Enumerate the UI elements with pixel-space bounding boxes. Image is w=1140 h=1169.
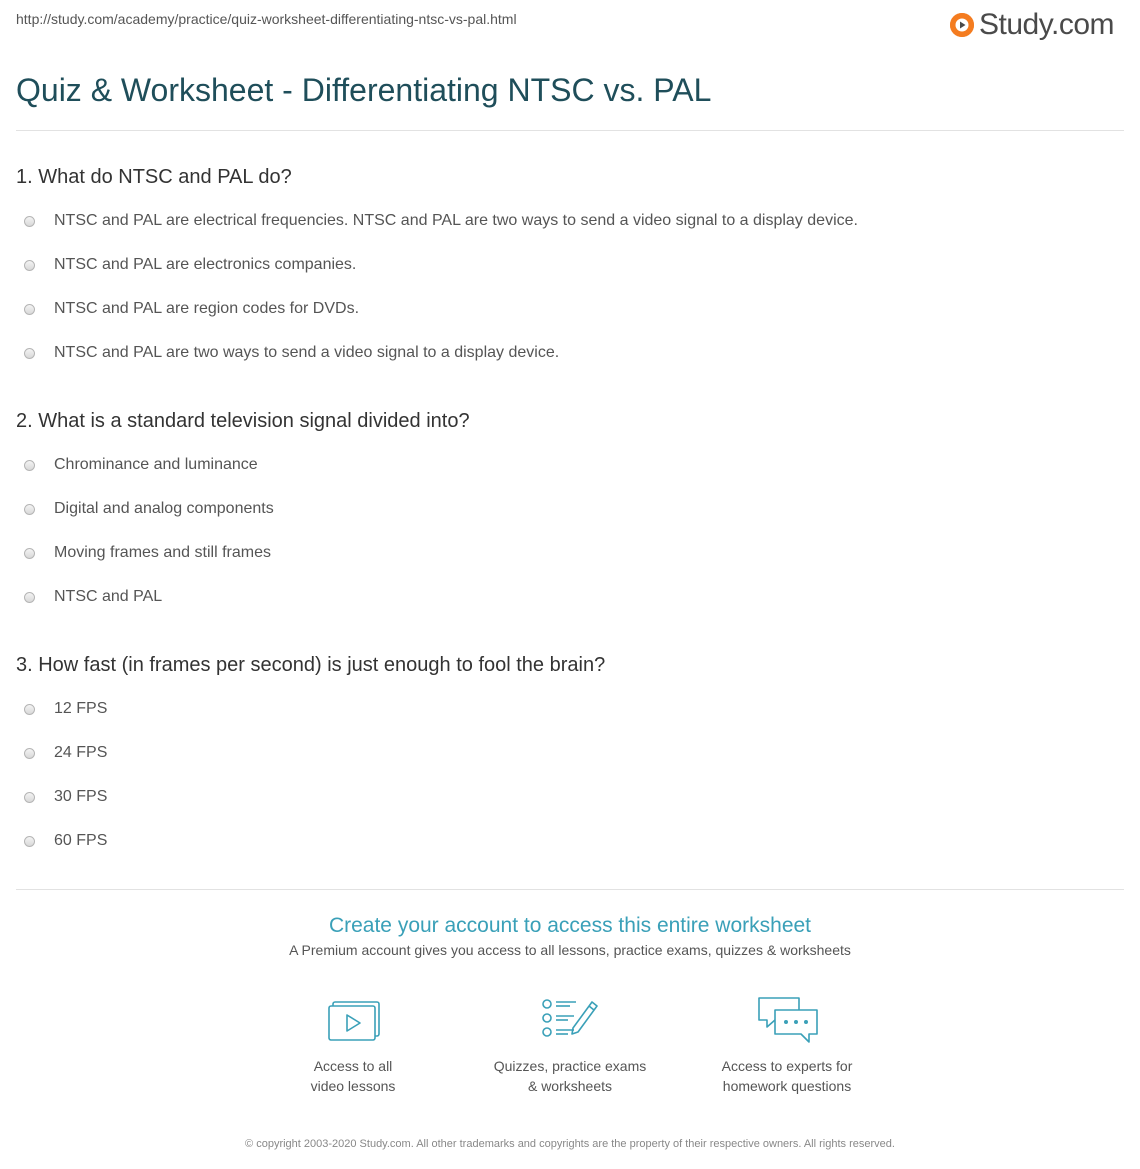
radio-button[interactable]: [24, 348, 35, 359]
page-url: http://study.com/academy/practice/quiz-worksheet-differentiating-ntsc-vs-pal.html: [16, 11, 517, 27]
question-text: 1. What do NTSC and PAL do?: [16, 166, 292, 188]
play-logo-icon: [950, 13, 974, 37]
radio-button[interactable]: [24, 792, 35, 803]
radio-button[interactable]: [24, 216, 35, 227]
feature-quizzes: [462, 994, 679, 1096]
answer-label: 60 FPS: [54, 832, 108, 849]
feature-video-lessons: [245, 994, 462, 1096]
question-text: 2. What is a standard television signal divided into?: [16, 410, 470, 432]
answer-option[interactable]: [16, 487, 1124, 531]
study-logo[interactable]: [950, 8, 1114, 42]
answer-option[interactable]: [16, 775, 1124, 819]
quiz-checklist-icon: [538, 994, 602, 1046]
answer-label: NTSC and PAL are electrical frequencies. NTSC and PAL are two ways to send a video signal to a display device.: [54, 212, 858, 229]
answer-option[interactable]: [16, 575, 1124, 619]
radio-button[interactable]: [24, 836, 35, 847]
feature-label: Access to all video lessons: [310, 1058, 396, 1094]
feature-experts: [679, 994, 896, 1096]
answer-options: [16, 443, 1124, 619]
answer-label: Moving frames and still frames: [54, 544, 271, 561]
radio-button[interactable]: [24, 548, 35, 559]
answer-option[interactable]: [16, 531, 1124, 575]
radio-button[interactable]: [24, 304, 35, 315]
answer-label: 12 FPS: [54, 700, 108, 717]
feature-label: Access to experts for homework questions: [721, 1058, 853, 1094]
copyright-footer: © copyright 2003-2020 Study.com. All other trademarks and copyrights are the property of their respective owners. All rights reserved.: [245, 1138, 895, 1150]
answer-label: NTSC and PAL are region codes for DVDs.: [54, 300, 360, 317]
page-title: Quiz & Worksheet - Differentiating NTSC vs. PAL: [16, 72, 712, 108]
question-2: [16, 375, 1124, 619]
answer-option[interactable]: [16, 331, 1124, 375]
page-header: [0, 0, 1140, 44]
quiz-questions: [16, 131, 1124, 863]
cta-subtitle: A Premium account gives you access to all lessons, practice exams, quizzes & worksheets: [289, 942, 851, 958]
answer-label: Digital and analog components: [54, 500, 274, 517]
question-text: 3. How fast (in frames per second) is just enough to fool the brain?: [16, 654, 606, 676]
feature-label: Quizzes, practice exams & worksheets: [493, 1058, 647, 1094]
answer-options: [16, 687, 1124, 863]
radio-button[interactable]: [24, 460, 35, 471]
answer-label: 30 FPS: [54, 788, 108, 805]
answer-option[interactable]: [16, 243, 1124, 287]
answer-label: NTSC and PAL are two ways to send a video signal to a display device.: [54, 344, 560, 361]
radio-button[interactable]: [24, 504, 35, 515]
radio-button[interactable]: [24, 592, 35, 603]
video-lessons-icon: [321, 994, 385, 1046]
answer-option[interactable]: [16, 731, 1124, 775]
question-3: [16, 619, 1124, 863]
question-1: [16, 131, 1124, 375]
answer-option[interactable]: [16, 687, 1124, 731]
answer-options: [16, 199, 1124, 375]
feature-list: [0, 994, 1140, 1096]
radio-button[interactable]: [24, 704, 35, 715]
signup-cta: [0, 890, 1140, 1096]
cta-title-link[interactable]: Create your account to access this entire worksheet: [328, 914, 812, 937]
radio-button[interactable]: [24, 260, 35, 271]
answer-label: Chrominance and luminance: [54, 456, 258, 473]
answer-label: 24 FPS: [54, 744, 108, 761]
answer-option[interactable]: [16, 443, 1124, 487]
chat-bubbles-icon: [755, 994, 819, 1046]
answer-option[interactable]: [16, 819, 1124, 863]
answer-label: NTSC and PAL are electronics companies.: [54, 256, 357, 273]
radio-button[interactable]: [24, 748, 35, 759]
answer-label: NTSC and PAL: [54, 588, 163, 605]
answer-option[interactable]: [16, 199, 1124, 243]
logo-text: Study.com: [979, 8, 1114, 41]
answer-option[interactable]: [16, 287, 1124, 331]
